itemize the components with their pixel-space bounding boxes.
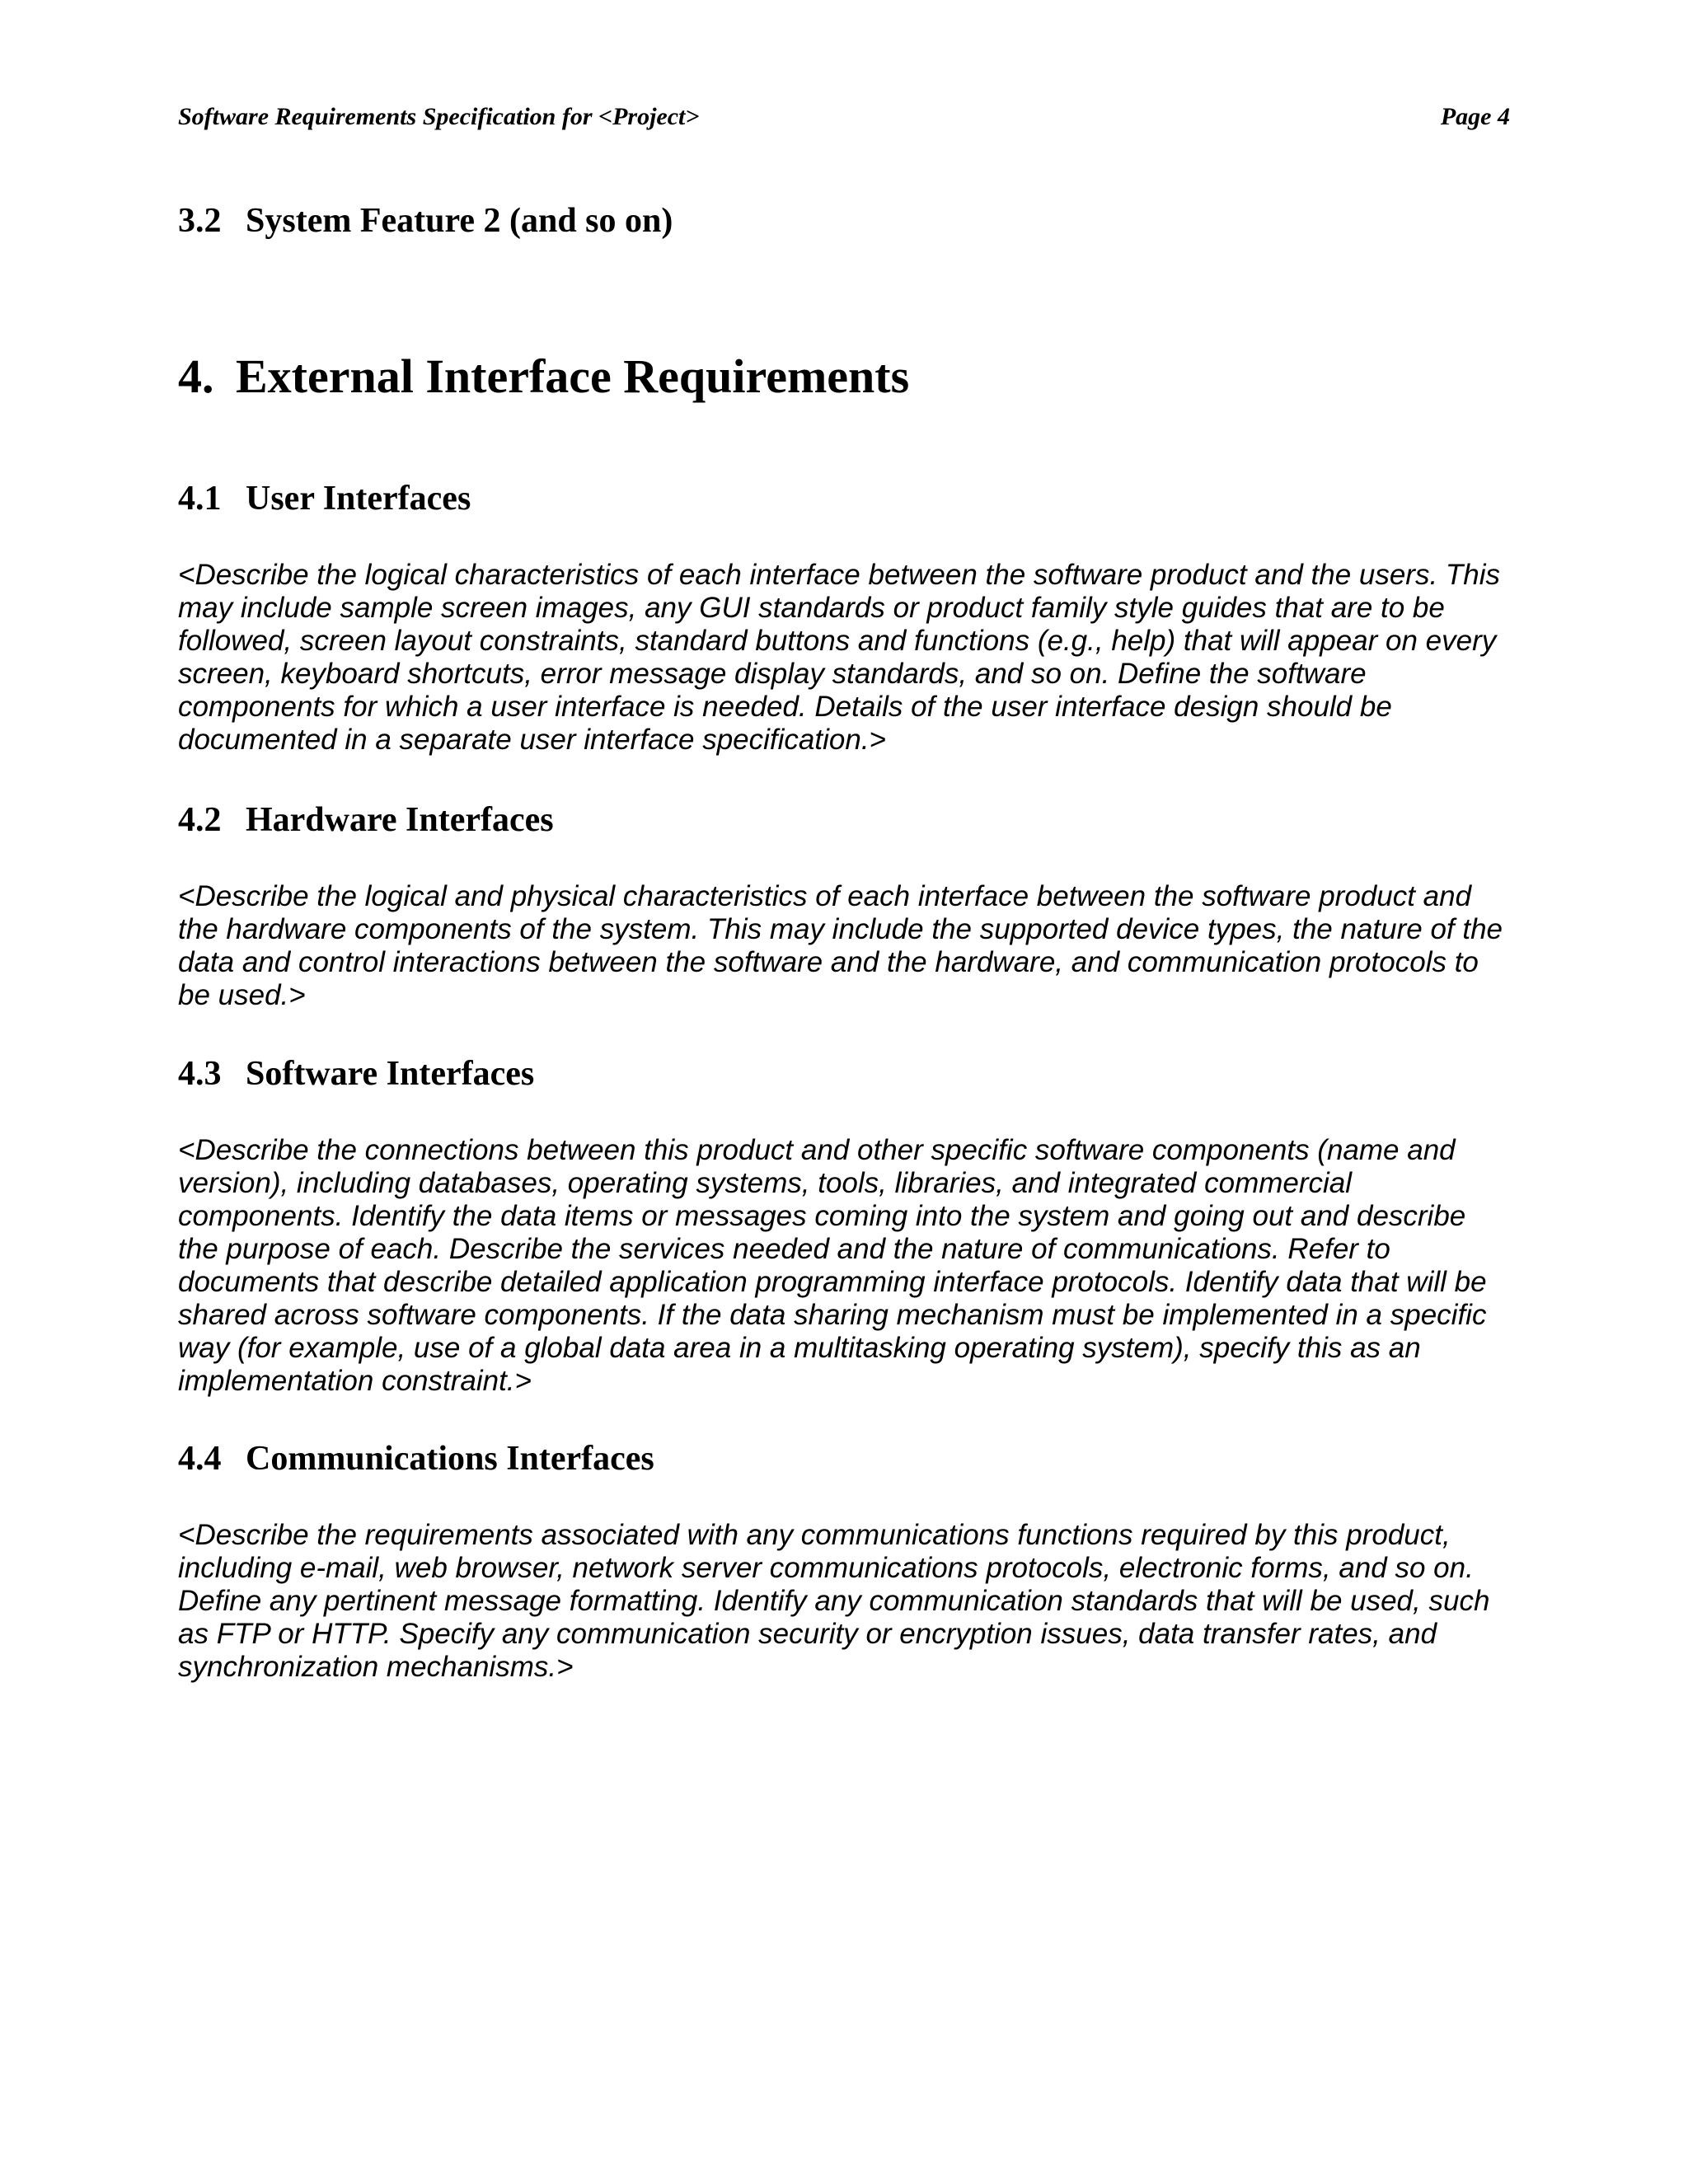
section-number: 4.2 (178, 801, 222, 839)
section-4-3-body: <Describe the connections between this product and other specific software components (name and version), including databases, operating systems, tools, libraries, and integrated commercial components. Identify the data items or messages coming into the system and going out and describe the purpose of each. Describe the services needed and the nature of communications. Refer to documents that describe detailed application programming interface protocols. Identify data that will be shared across software components. If the data sharing mechanism must be implemented in a specific way (for example, use of a global data area in a multitasking operating system), specify this as an implementation constraint.> (178, 1134, 1487, 1397)
section-title: System Feature 2 (and so on) (246, 202, 673, 240)
section-4-1-body: <Describe the logical characteristics of each interface between the software product and the users. This may include sample screen images, any GUI standards or product family style guides that are to be followed, screen layout constraints, standard buttons and functions (e.g., help) that will appear on every screen, keyboard shortcuts, error message display standards, and so on. Define the software components for which a user interface is needed. Details of the user interface design should be documented in a separate user interface specification.> (178, 559, 1501, 756)
section-title: Software Interfaces (246, 1055, 535, 1093)
document-title: Software Requirements Specification for <Project> (178, 103, 700, 130)
section-4-2-body: <Describe the logical and physical characteristics of each interface between the software product and the hardware components of the system. This may include the supported device types, the nature of the data and control interactions between the software and the hardware, and communication protocols to be used.> (178, 880, 1503, 1011)
section-number: 3.2 (178, 202, 222, 240)
section-title: User Interfaces (246, 480, 471, 518)
page-number: Page 4 (1440, 103, 1510, 130)
section-4-4-heading (178, 1438, 654, 1479)
section-4-2-heading (178, 799, 554, 841)
section-3-2-heading (178, 200, 673, 241)
section-4-4-body: <Describe the requirements associated with any communications functions required by this product, including e-mail, web browser, network server communications protocols, electronic forms, and so on. Define any pertinent message formatting. Identify any communication standards that will be used, such as FTP or HTTP. Specify any communication security or encryption issues, data transfer rates, and synchronization mechanisms.> (178, 1519, 1490, 1683)
chapter-4-heading (178, 349, 909, 405)
section-number: 4.1 (178, 480, 222, 518)
page-header (178, 101, 1510, 134)
chapter-number: 4. (178, 349, 214, 403)
section-4-3-heading (178, 1053, 534, 1094)
section-4-1-heading (178, 478, 471, 519)
section-title: Hardware Interfaces (246, 801, 554, 839)
section-number: 4.3 (178, 1055, 222, 1093)
section-title: Communications Interfaces (246, 1440, 654, 1478)
chapter-title: External Interface Requirements (236, 349, 910, 403)
section-number: 4.4 (178, 1440, 222, 1478)
